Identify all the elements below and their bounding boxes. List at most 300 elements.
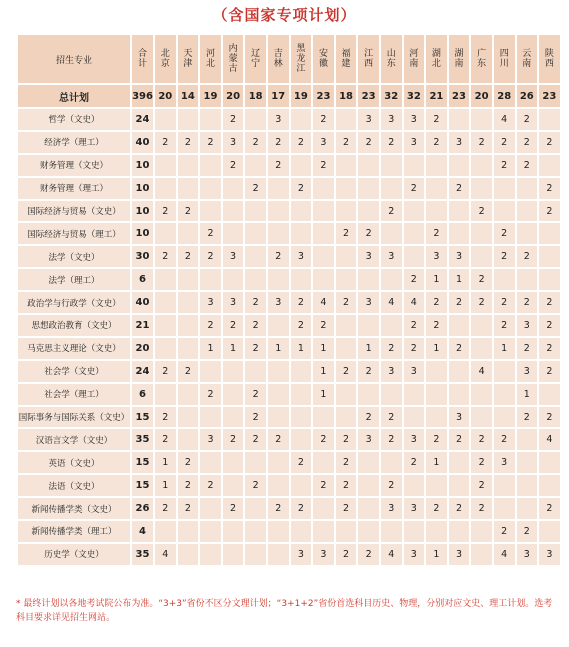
quota-cell: 2 — [313, 109, 334, 130]
table-row — [18, 201, 560, 222]
quota-cell: 3 — [404, 132, 425, 153]
quota-cell — [178, 338, 199, 359]
quota-cell: 3 — [404, 109, 425, 130]
quota-cell: 2 — [291, 452, 312, 473]
quota-cell — [426, 407, 447, 428]
quota-cell — [358, 384, 379, 405]
quota-cell: 2 — [268, 498, 289, 519]
major-name: 国际经济与贸易（理工） — [18, 223, 130, 244]
quota-cell: 2 — [381, 407, 402, 428]
major-total: 20 — [132, 338, 153, 359]
quota-cell: 3 — [381, 361, 402, 382]
quota-cell — [404, 223, 425, 244]
quota-cell: 3 — [449, 132, 470, 153]
quota-cell — [426, 201, 447, 222]
major-total: 10 — [132, 201, 153, 222]
quota-cell — [426, 521, 447, 542]
quota-cell: 2 — [336, 475, 357, 496]
quota-cell — [471, 155, 492, 176]
quota-cell: 1 — [155, 475, 176, 496]
quota-cell: 2 — [471, 475, 492, 496]
total-plan-value: 23 — [358, 85, 379, 107]
quota-cell: 2 — [268, 132, 289, 153]
quota-cell: 3 — [404, 429, 425, 450]
quota-cell — [336, 246, 357, 267]
quota-cell — [268, 544, 289, 565]
quota-cell — [404, 475, 425, 496]
total-plan-label: 总计划 — [18, 85, 130, 107]
quota-cell: 1 — [268, 338, 289, 359]
quota-cell — [291, 361, 312, 382]
quota-cell — [245, 452, 266, 473]
quota-cell: 2 — [155, 429, 176, 450]
quota-cell: 2 — [517, 246, 538, 267]
major-total: 40 — [132, 132, 153, 153]
province-header: 四 川 — [494, 35, 515, 83]
table-row — [18, 223, 560, 244]
quota-cell: 2 — [471, 201, 492, 222]
table-row — [18, 384, 560, 405]
major-name: 新闻传播学类（文史） — [18, 498, 130, 519]
quota-cell: 3 — [200, 292, 221, 313]
quota-cell — [336, 155, 357, 176]
quota-cell: 2 — [223, 315, 244, 336]
quota-cell — [200, 407, 221, 428]
quota-cell: 2 — [404, 338, 425, 359]
quota-cell: 3 — [358, 246, 379, 267]
quota-cell: 2 — [291, 498, 312, 519]
quota-cell — [358, 452, 379, 473]
quota-cell: 1 — [426, 544, 447, 565]
quota-cell: 3 — [449, 407, 470, 428]
quota-cell: 2 — [426, 429, 447, 450]
quota-cell — [517, 429, 538, 450]
quota-cell: 2 — [178, 246, 199, 267]
quota-cell: 2 — [449, 292, 470, 313]
quota-cell: 1 — [426, 269, 447, 290]
quota-cell — [268, 361, 289, 382]
quota-cell — [245, 361, 266, 382]
quota-cell: 2 — [268, 429, 289, 450]
quota-cell: 2 — [291, 132, 312, 153]
table-row — [18, 246, 560, 267]
quota-cell: 2 — [200, 132, 221, 153]
major-total: 26 — [132, 498, 153, 519]
quota-cell — [155, 292, 176, 313]
major-name: 政治学与行政学（文史） — [18, 292, 130, 313]
total-plan-value: 20 — [471, 85, 492, 107]
quota-cell — [449, 452, 470, 473]
quota-cell — [494, 407, 515, 428]
quota-cell: 2 — [404, 315, 425, 336]
quota-cell: 4 — [404, 292, 425, 313]
quota-cell — [291, 201, 312, 222]
quota-cell — [155, 521, 176, 542]
quota-cell — [178, 315, 199, 336]
header-row — [18, 35, 560, 83]
quota-cell — [404, 407, 425, 428]
quota-cell: 3 — [268, 109, 289, 130]
quota-cell: 1 — [313, 361, 334, 382]
quota-cell: 2 — [539, 178, 560, 199]
enrollment-plan-table — [16, 33, 562, 567]
quota-cell — [223, 178, 244, 199]
quota-cell: 2 — [449, 338, 470, 359]
quota-cell — [268, 384, 289, 405]
quota-cell — [245, 246, 266, 267]
quota-cell: 2 — [404, 452, 425, 473]
quota-cell — [449, 109, 470, 130]
quota-cell — [471, 246, 492, 267]
total-plan-sum: 396 — [132, 85, 153, 107]
quota-cell: 2 — [494, 246, 515, 267]
quota-cell: 3 — [404, 361, 425, 382]
quota-cell: 4 — [155, 544, 176, 565]
quota-cell: 2 — [494, 292, 515, 313]
quota-cell — [268, 521, 289, 542]
quota-cell — [245, 498, 266, 519]
quota-cell — [381, 178, 402, 199]
quota-cell — [291, 269, 312, 290]
quota-cell: 2 — [517, 109, 538, 130]
quota-cell — [539, 155, 560, 176]
quota-cell: 2 — [178, 361, 199, 382]
quota-cell: 3 — [539, 544, 560, 565]
quota-cell — [494, 201, 515, 222]
quota-cell: 2 — [245, 292, 266, 313]
quota-cell — [291, 521, 312, 542]
major-total: 24 — [132, 109, 153, 130]
quota-cell: 1 — [517, 384, 538, 405]
quota-cell — [404, 521, 425, 542]
quota-cell: 2 — [539, 201, 560, 222]
quota-cell — [517, 452, 538, 473]
quota-cell — [494, 475, 515, 496]
quota-cell: 3 — [404, 498, 425, 519]
quota-cell — [381, 452, 402, 473]
quota-cell — [313, 246, 334, 267]
quota-cell: 2 — [426, 315, 447, 336]
total-plan-value: 17 — [268, 85, 289, 107]
province-header: 陕 西 — [539, 35, 560, 83]
table-row — [18, 109, 560, 130]
quota-cell — [517, 178, 538, 199]
quota-cell — [449, 521, 470, 542]
quota-cell — [223, 201, 244, 222]
quota-cell — [223, 521, 244, 542]
major-total: 35 — [132, 544, 153, 565]
footnote: * 最终计划以各地考试院公布为准。“3+3”省份不区分文理计划；“3+1+2”省份首选科目历史、物理，分别对应文史、理工计划。选考科目要求详见招生网站。 — [16, 599, 553, 623]
quota-cell: 4 — [381, 292, 402, 313]
quota-cell — [268, 178, 289, 199]
quota-cell: 3 — [313, 132, 334, 153]
major-total: 40 — [132, 292, 153, 313]
quota-cell: 4 — [313, 292, 334, 313]
quota-cell — [471, 521, 492, 542]
quota-cell: 3 — [517, 361, 538, 382]
quota-cell: 1 — [313, 338, 334, 359]
quota-cell — [291, 223, 312, 244]
quota-cell: 1 — [155, 452, 176, 473]
quota-cell: 2 — [245, 338, 266, 359]
quota-cell — [178, 109, 199, 130]
quota-cell — [336, 109, 357, 130]
quota-cell: 1 — [313, 384, 334, 405]
quota-cell — [539, 109, 560, 130]
quota-cell: 2 — [517, 292, 538, 313]
major-total: 6 — [132, 384, 153, 405]
quota-cell: 2 — [471, 452, 492, 473]
province-header: 福 建 — [336, 35, 357, 83]
quota-cell — [471, 109, 492, 130]
quota-cell — [539, 246, 560, 267]
quota-cell: 3 — [381, 246, 402, 267]
quota-cell — [291, 109, 312, 130]
quota-cell — [336, 407, 357, 428]
quota-cell — [539, 269, 560, 290]
quota-cell: 2 — [426, 132, 447, 153]
quota-cell — [155, 155, 176, 176]
quota-cell — [404, 246, 425, 267]
quota-cell: 3 — [268, 292, 289, 313]
quota-cell: 2 — [471, 429, 492, 450]
quota-cell: 2 — [245, 384, 266, 405]
total-plan-value: 21 — [426, 85, 447, 107]
quota-cell — [155, 109, 176, 130]
quota-cell: 4 — [494, 109, 515, 130]
quota-cell: 2 — [245, 407, 266, 428]
quota-cell: 3 — [404, 544, 425, 565]
province-header: 北 京 — [155, 35, 176, 83]
quota-cell — [358, 155, 379, 176]
quota-cell: 2 — [245, 475, 266, 496]
quota-cell: 3 — [494, 452, 515, 473]
quota-cell: 2 — [336, 452, 357, 473]
quota-cell — [291, 429, 312, 450]
quota-cell — [494, 269, 515, 290]
major-name: 马克思主义理论（文史） — [18, 338, 130, 359]
quota-cell: 2 — [471, 498, 492, 519]
quota-cell: 3 — [291, 544, 312, 565]
quota-cell: 2 — [539, 292, 560, 313]
province-header: 安 徽 — [313, 35, 334, 83]
quota-cell: 3 — [381, 109, 402, 130]
total-plan-value: 18 — [336, 85, 357, 107]
quota-cell — [245, 155, 266, 176]
quota-cell — [313, 452, 334, 473]
quota-cell — [471, 223, 492, 244]
quota-cell — [200, 269, 221, 290]
quota-cell: 2 — [245, 178, 266, 199]
quota-cell — [178, 429, 199, 450]
quota-cell — [223, 269, 244, 290]
quota-cell: 3 — [223, 292, 244, 313]
quota-cell: 3 — [358, 429, 379, 450]
quota-cell — [268, 201, 289, 222]
quota-cell — [381, 315, 402, 336]
table-row — [18, 178, 560, 199]
quota-cell: 2 — [200, 475, 221, 496]
quota-cell: 2 — [494, 155, 515, 176]
quota-cell: 1 — [223, 338, 244, 359]
quota-cell: 2 — [539, 361, 560, 382]
quota-cell — [426, 155, 447, 176]
quota-cell — [245, 544, 266, 565]
quota-cell — [404, 201, 425, 222]
quota-cell — [200, 109, 221, 130]
quota-cell — [517, 201, 538, 222]
quota-cell: 2 — [155, 246, 176, 267]
quota-cell: 2 — [223, 109, 244, 130]
quota-cell — [155, 338, 176, 359]
quota-cell: 2 — [223, 498, 244, 519]
quota-cell — [200, 452, 221, 473]
quota-cell: 2 — [381, 475, 402, 496]
quota-cell: 2 — [517, 155, 538, 176]
quota-cell — [494, 384, 515, 405]
quota-cell — [178, 407, 199, 428]
quota-cell: 4 — [539, 429, 560, 450]
quota-cell — [178, 521, 199, 542]
quota-cell: 2 — [336, 361, 357, 382]
quota-cell: 2 — [471, 269, 492, 290]
quota-cell: 3 — [358, 292, 379, 313]
quota-cell — [336, 315, 357, 336]
table-row — [18, 521, 560, 542]
quota-cell — [200, 178, 221, 199]
table-row — [18, 155, 560, 176]
quota-cell: 2 — [517, 407, 538, 428]
major-name: 法语（文史） — [18, 475, 130, 496]
quota-cell — [449, 384, 470, 405]
quota-cell: 2 — [336, 132, 357, 153]
quota-cell — [313, 178, 334, 199]
major-name: 汉语言文学（文史） — [18, 429, 130, 450]
quota-cell — [426, 361, 447, 382]
quota-cell: 2 — [358, 361, 379, 382]
total-plan-value: 28 — [494, 85, 515, 107]
quota-cell — [245, 223, 266, 244]
quota-cell: 2 — [178, 132, 199, 153]
quota-cell — [178, 178, 199, 199]
quota-cell — [313, 498, 334, 519]
table-row — [18, 544, 560, 565]
province-header: 天 津 — [178, 35, 199, 83]
quota-cell: 3 — [449, 246, 470, 267]
quota-cell — [336, 201, 357, 222]
quota-cell — [471, 407, 492, 428]
quota-cell: 2 — [494, 429, 515, 450]
quota-cell — [426, 475, 447, 496]
quota-cell — [268, 223, 289, 244]
quota-cell: 2 — [358, 407, 379, 428]
major-name: 哲学（文史） — [18, 109, 130, 130]
quota-cell — [381, 269, 402, 290]
quota-cell: 2 — [539, 132, 560, 153]
quota-cell — [381, 155, 402, 176]
total-plan-value: 19 — [200, 85, 221, 107]
quota-cell: 3 — [426, 246, 447, 267]
quota-cell — [268, 407, 289, 428]
quota-cell — [178, 292, 199, 313]
quota-cell — [539, 475, 560, 496]
quota-cell: 2 — [517, 132, 538, 153]
major-total: 4 — [132, 521, 153, 542]
quota-cell: 3 — [449, 544, 470, 565]
major-name: 财务管理（文史） — [18, 155, 130, 176]
quota-cell — [200, 521, 221, 542]
quota-cell — [336, 521, 357, 542]
province-header: 内 蒙 古 — [223, 35, 244, 83]
quota-cell — [291, 475, 312, 496]
major-total: 30 — [132, 246, 153, 267]
quota-cell — [200, 361, 221, 382]
province-header: 云 南 — [517, 35, 538, 83]
quota-cell — [313, 223, 334, 244]
major-name: 国际经济与贸易（文史） — [18, 201, 130, 222]
quota-cell: 2 — [517, 521, 538, 542]
quota-cell: 1 — [449, 269, 470, 290]
major-name: 国际事务与国际关系（文史） — [18, 407, 130, 428]
quota-cell — [539, 223, 560, 244]
total-plan-value: 18 — [245, 85, 266, 107]
total-plan-value: 32 — [404, 85, 425, 107]
major-header: 招生专业 — [18, 35, 130, 83]
quota-cell: 2 — [494, 521, 515, 542]
quota-cell — [494, 178, 515, 199]
quota-cell: 2 — [245, 315, 266, 336]
quota-cell: 3 — [223, 132, 244, 153]
quota-cell: 2 — [471, 292, 492, 313]
quota-cell: 2 — [200, 315, 221, 336]
quota-cell — [178, 544, 199, 565]
quota-cell — [404, 384, 425, 405]
quota-cell — [268, 315, 289, 336]
quota-cell: 2 — [449, 429, 470, 450]
quota-cell — [358, 178, 379, 199]
quota-cell: 2 — [426, 292, 447, 313]
major-total: 21 — [132, 315, 153, 336]
quota-cell — [200, 498, 221, 519]
quota-cell — [155, 178, 176, 199]
quota-cell: 2 — [178, 475, 199, 496]
quota-cell — [223, 384, 244, 405]
total-header: 合 计 — [132, 35, 153, 83]
quota-cell — [449, 475, 470, 496]
total-plan-value: 20 — [223, 85, 244, 107]
total-plan-value: 14 — [178, 85, 199, 107]
quota-cell — [358, 315, 379, 336]
quota-cell — [358, 201, 379, 222]
quota-cell: 2 — [268, 155, 289, 176]
quota-cell — [155, 269, 176, 290]
quota-cell: 2 — [313, 155, 334, 176]
quota-cell — [449, 361, 470, 382]
major-total: 35 — [132, 429, 153, 450]
total-plan-row — [18, 85, 560, 107]
province-header: 吉 林 — [268, 35, 289, 83]
quota-cell — [178, 223, 199, 244]
quota-cell — [449, 223, 470, 244]
quota-cell: 2 — [155, 407, 176, 428]
quota-cell: 2 — [539, 498, 560, 519]
major-total: 15 — [132, 452, 153, 473]
quota-cell: 2 — [223, 155, 244, 176]
quota-cell — [336, 269, 357, 290]
quota-cell — [268, 475, 289, 496]
major-total: 10 — [132, 178, 153, 199]
quota-cell — [358, 521, 379, 542]
